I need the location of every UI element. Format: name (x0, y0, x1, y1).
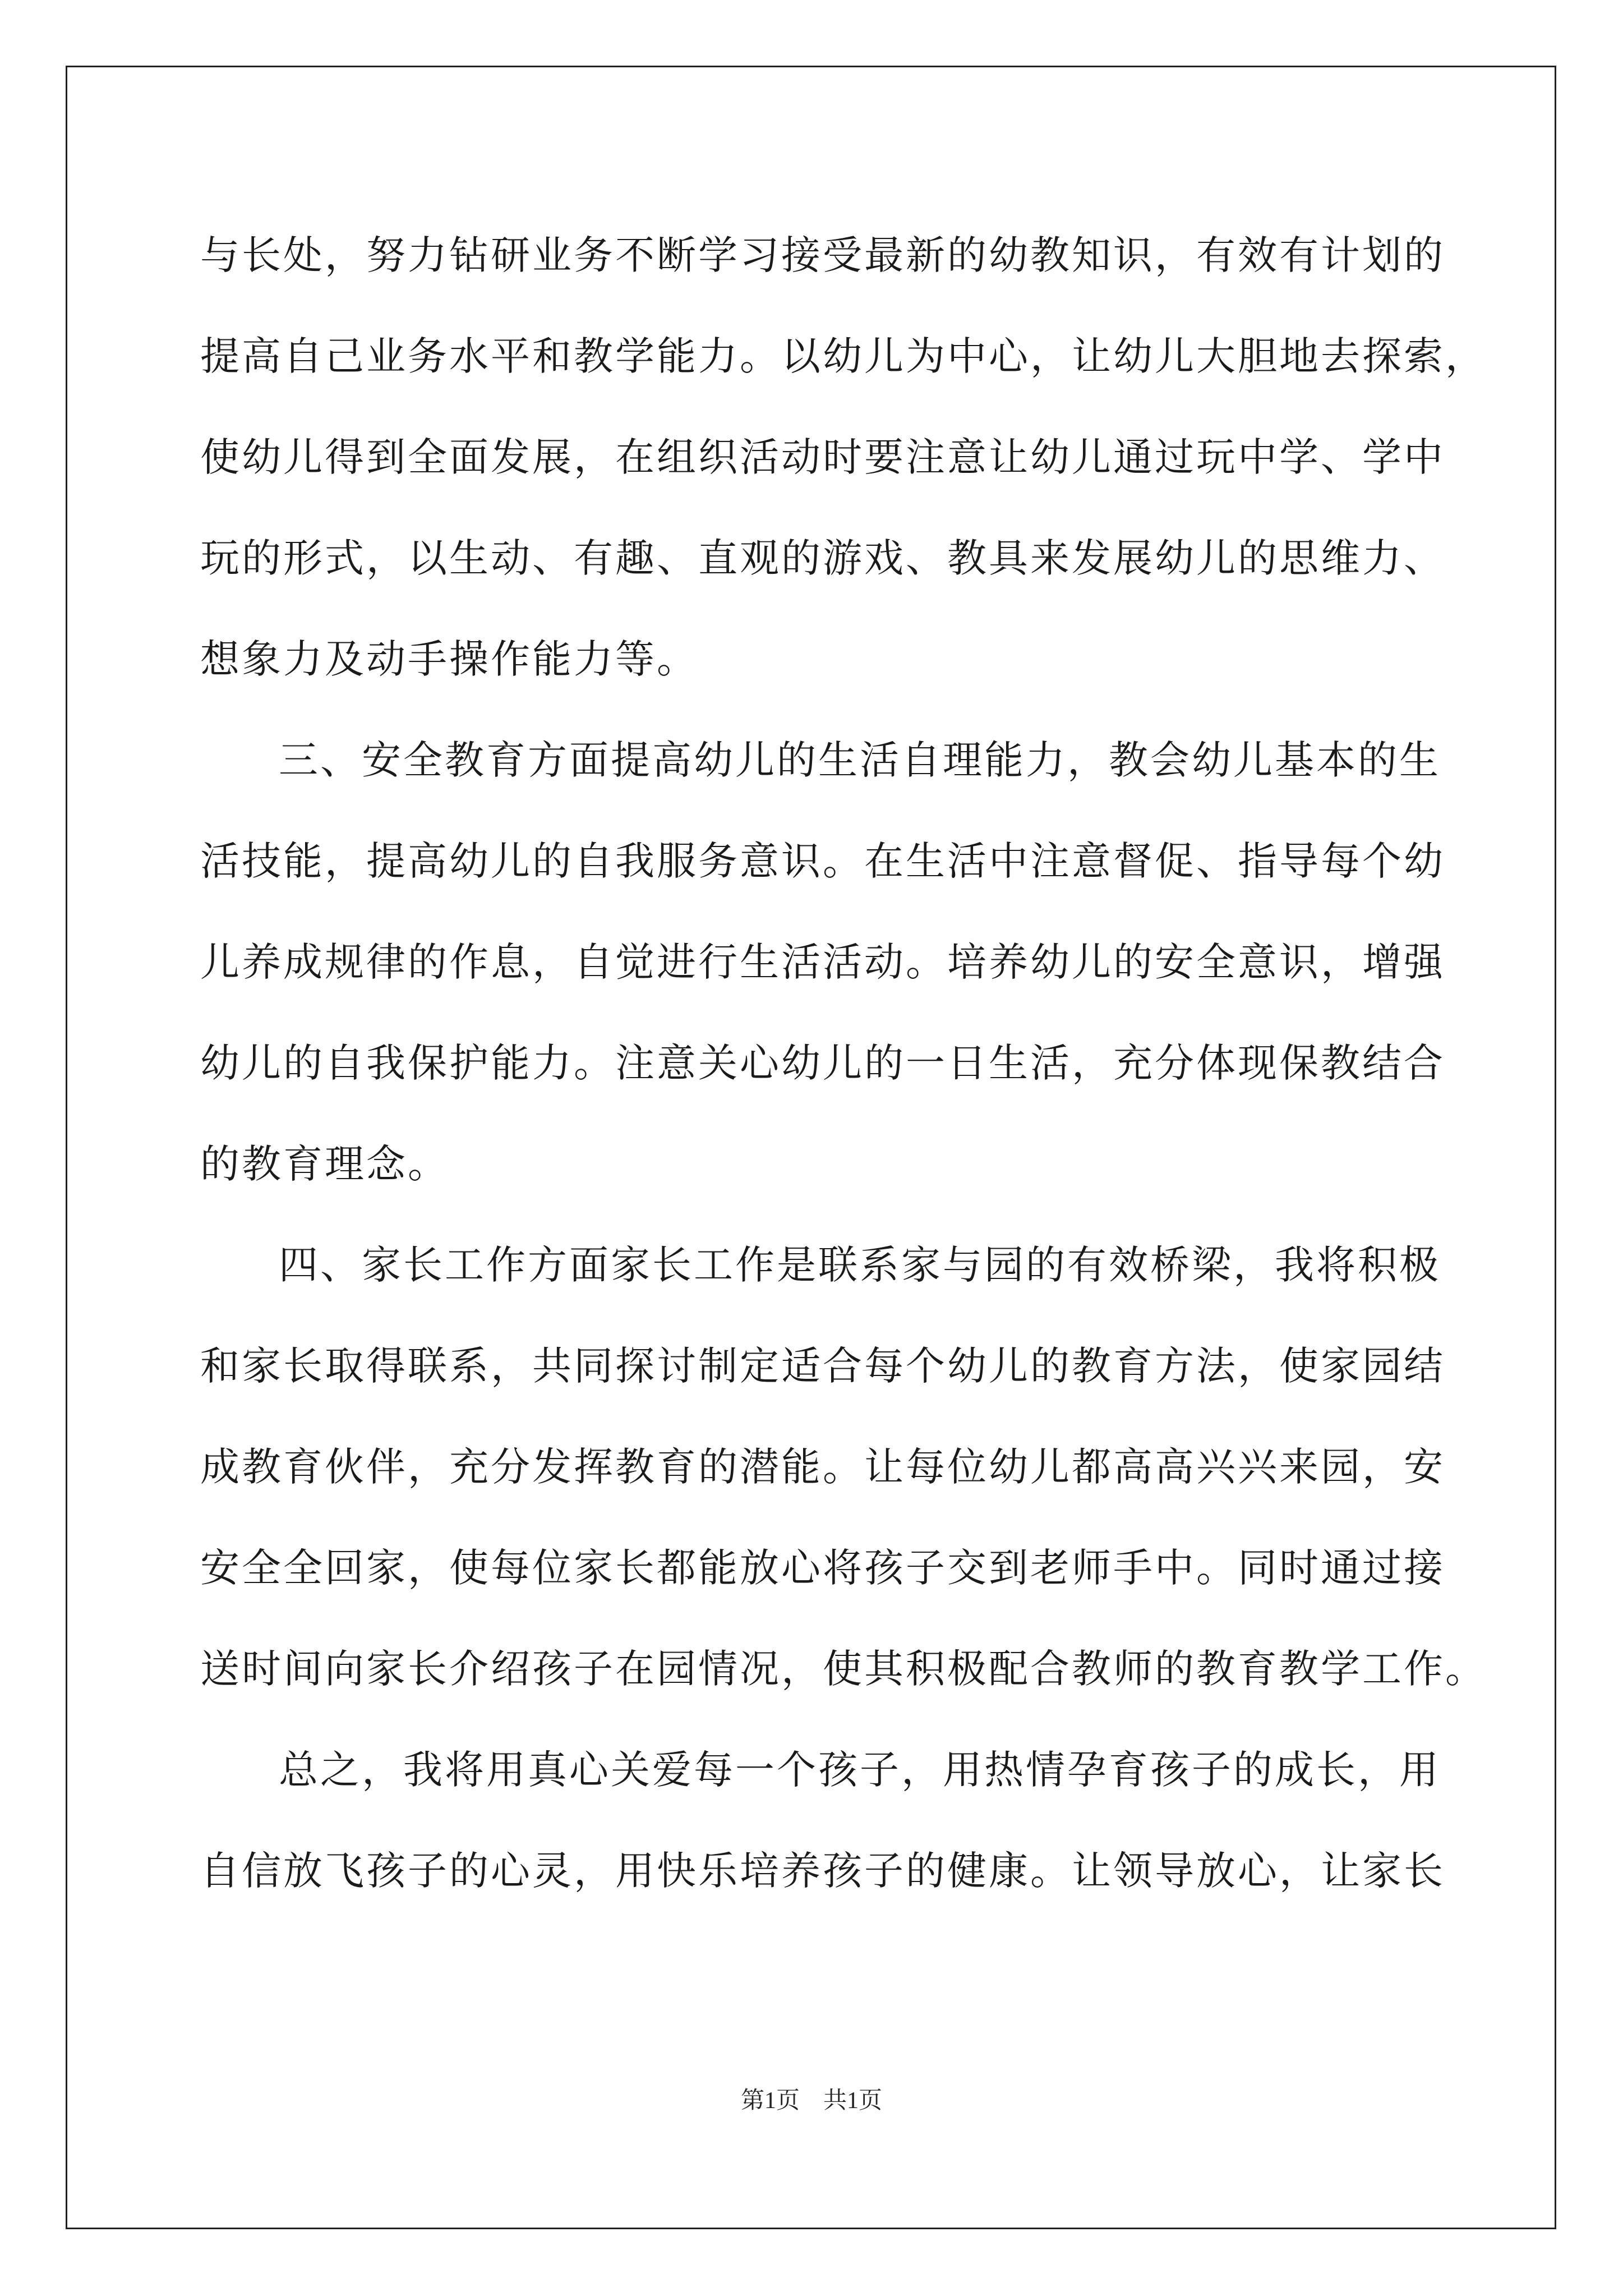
text-line: 幼儿的自我保护能力。注意关心幼儿的一日生活，充分体现保教结合 (200, 1040, 1445, 1086)
text-line: 与长处，努力钻研业务不断学习接受最新的幼教知识，有效有计划的 (200, 232, 1445, 278)
text-line: 成教育伙伴，充分发挥教育的潜能。让每位幼儿都高高兴兴来园，安 (200, 1444, 1445, 1490)
text-line: 想象力及动手操作能力等。 (200, 636, 698, 682)
paragraph-start-line: 三、安全教育方面提高幼儿的生活自理能力，教会幼儿基本的生 (279, 737, 1441, 783)
document-body (200, 222, 1487, 1938)
text-line: 玩的形式，以生动、有趣、直观的游戏、教具来发展幼儿的思维力、 (200, 535, 1445, 581)
text-line: 和家长取得联系，共同探讨制定适合每个幼儿的教育方法，使家园结 (200, 1343, 1445, 1389)
paragraph-start-line: 总之，我将用真心关爱每一个孩子，用热情孕育孩子的成长，用 (279, 1747, 1441, 1793)
paragraph-start-line: 四、家长工作方面家长工作是联系家与园的有效桥梁，我将积极 (279, 1242, 1441, 1288)
text-line: 儿养成规律的作息，自觉进行生活活动。培养幼儿的安全意识，增强 (200, 939, 1445, 985)
text-line: 提高自己业务水平和教学能力。以幼儿为中心，让幼儿大胆地去探索， (200, 333, 1487, 379)
text-line: 安全全回家，使每位家长都能放心将孩子交到老师手中。同时通过接 (200, 1545, 1445, 1591)
text-line: 送时间向家长介绍孩子在园情况，使其积极配合教师的教育教学工作。 (200, 1646, 1487, 1692)
text-line: 使幼儿得到全面发展，在组织活动时要注意让幼儿通过玩中学、学中 (200, 434, 1445, 480)
text-line: 的教育理念。 (200, 1141, 449, 1187)
text-line: 自信放飞孩子的心灵，用快乐培养孩子的健康。让领导放心，让家长 (200, 1848, 1445, 1894)
text-line: 活技能，提高幼儿的自我服务意识。在生活中注意督促、指导每个幼 (200, 838, 1445, 884)
page-number-footer: 第1页 共1页 (740, 2088, 882, 2114)
